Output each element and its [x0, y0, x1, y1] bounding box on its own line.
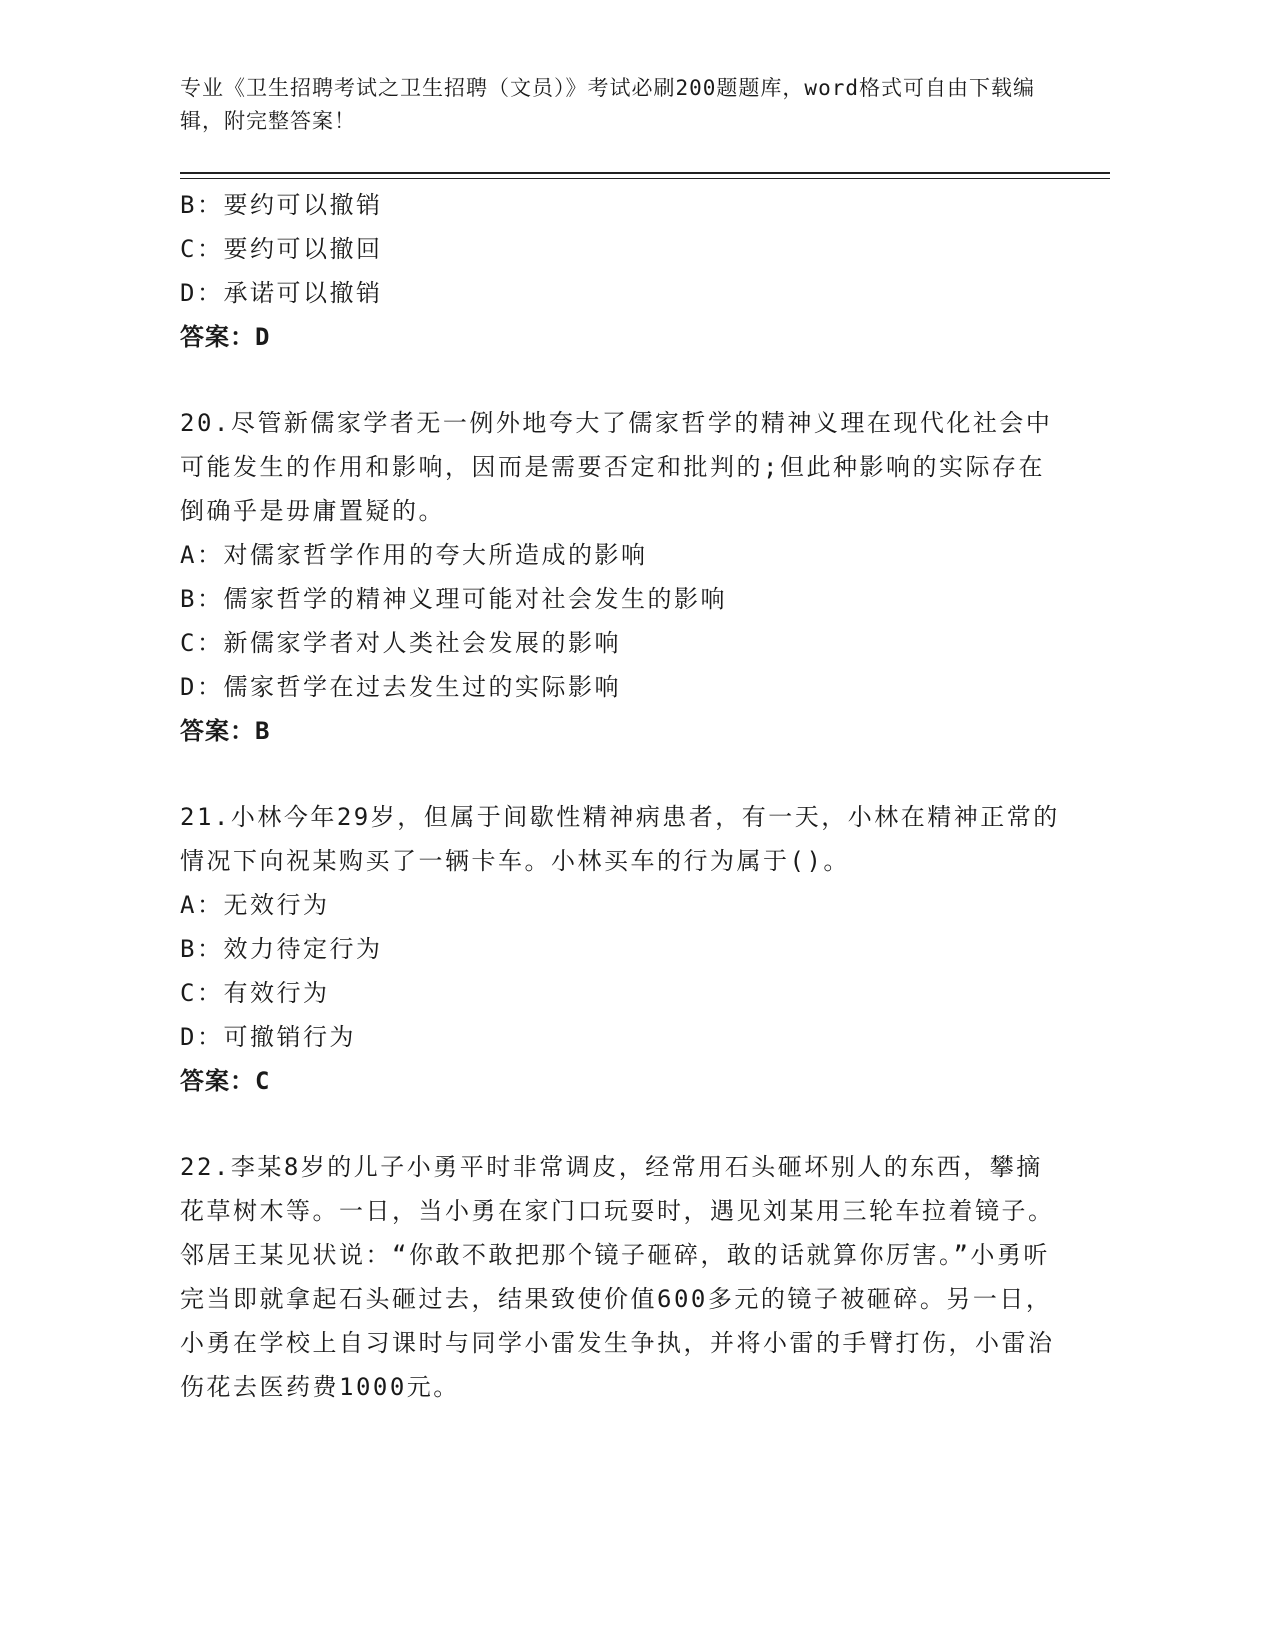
option-c: C：要约可以撤回	[180, 235, 383, 263]
option-b: B：效力待定行为	[180, 935, 383, 963]
document-header: 专业《卫生招聘考试之卫生招聘（文员）》考试必刷200题题库，word格式可自由下载编辑，附完整答案！	[180, 76, 1035, 133]
spacer	[180, 1103, 1060, 1145]
spacer	[180, 359, 1060, 401]
answer: 答案：B	[180, 717, 271, 745]
option-b: B：要约可以撤销	[180, 191, 383, 219]
answer: 答案：D	[180, 323, 271, 351]
option-c: C：有效行为	[180, 979, 330, 1007]
header-rule-thick	[180, 172, 1110, 174]
option-a: A：对儒家哲学作用的夸大所造成的影响	[180, 541, 648, 569]
answer: 答案：C	[180, 1067, 271, 1095]
question-stem: 20.尽管新儒家学者无一例外地夸大了儒家哲学的精神义理在现代化社会中可能发生的作用和影响，因而是需要否定和批判的;但此种影响的实际存在倒确乎是毋庸置疑的。	[180, 409, 1053, 525]
document-body	[180, 183, 1060, 1409]
question-stem: 21.小林今年29岁，但属于间歇性精神病患者，有一天，小林在精神正常的情况下向祝某购买了一辆卡车。小林买车的行为属于()。	[180, 803, 1060, 875]
spacer	[180, 753, 1060, 795]
question-20	[180, 401, 1060, 753]
option-b: B：儒家哲学的精神义理可能对社会发生的影响	[180, 585, 727, 613]
prev-question-tail	[180, 183, 1060, 359]
question-21	[180, 795, 1060, 1103]
option-c: C：新儒家学者对人类社会发展的影响	[180, 629, 621, 657]
option-d: D：儒家哲学在过去发生过的实际影响	[180, 673, 621, 701]
option-d: D：承诺可以撤销	[180, 279, 383, 307]
question-22	[180, 1145, 1060, 1409]
option-a: A：无效行为	[180, 891, 330, 919]
option-d: D：可撤销行为	[180, 1023, 356, 1051]
header-rule-thin	[180, 178, 1110, 179]
question-stem: 22.李某8岁的儿子小勇平时非常调皮，经常用石头砸坏别人的东西，攀摘花草树木等。一日，当小勇在家门口玩耍时，遇见刘某用三轮车拉着镜子。邻居王某见状说：“你敢不敢把那个镜子砸碎，敢的话就算你厉害。”小勇听完当即就拿起石头砸过去，结果致使价值600多元的镜子被砸碎。另一日，小勇在学校上自习课时与同学小雷发生争执，并将小雷的手臂打伤，小雷治伤花去医药费1000元。	[180, 1153, 1055, 1401]
